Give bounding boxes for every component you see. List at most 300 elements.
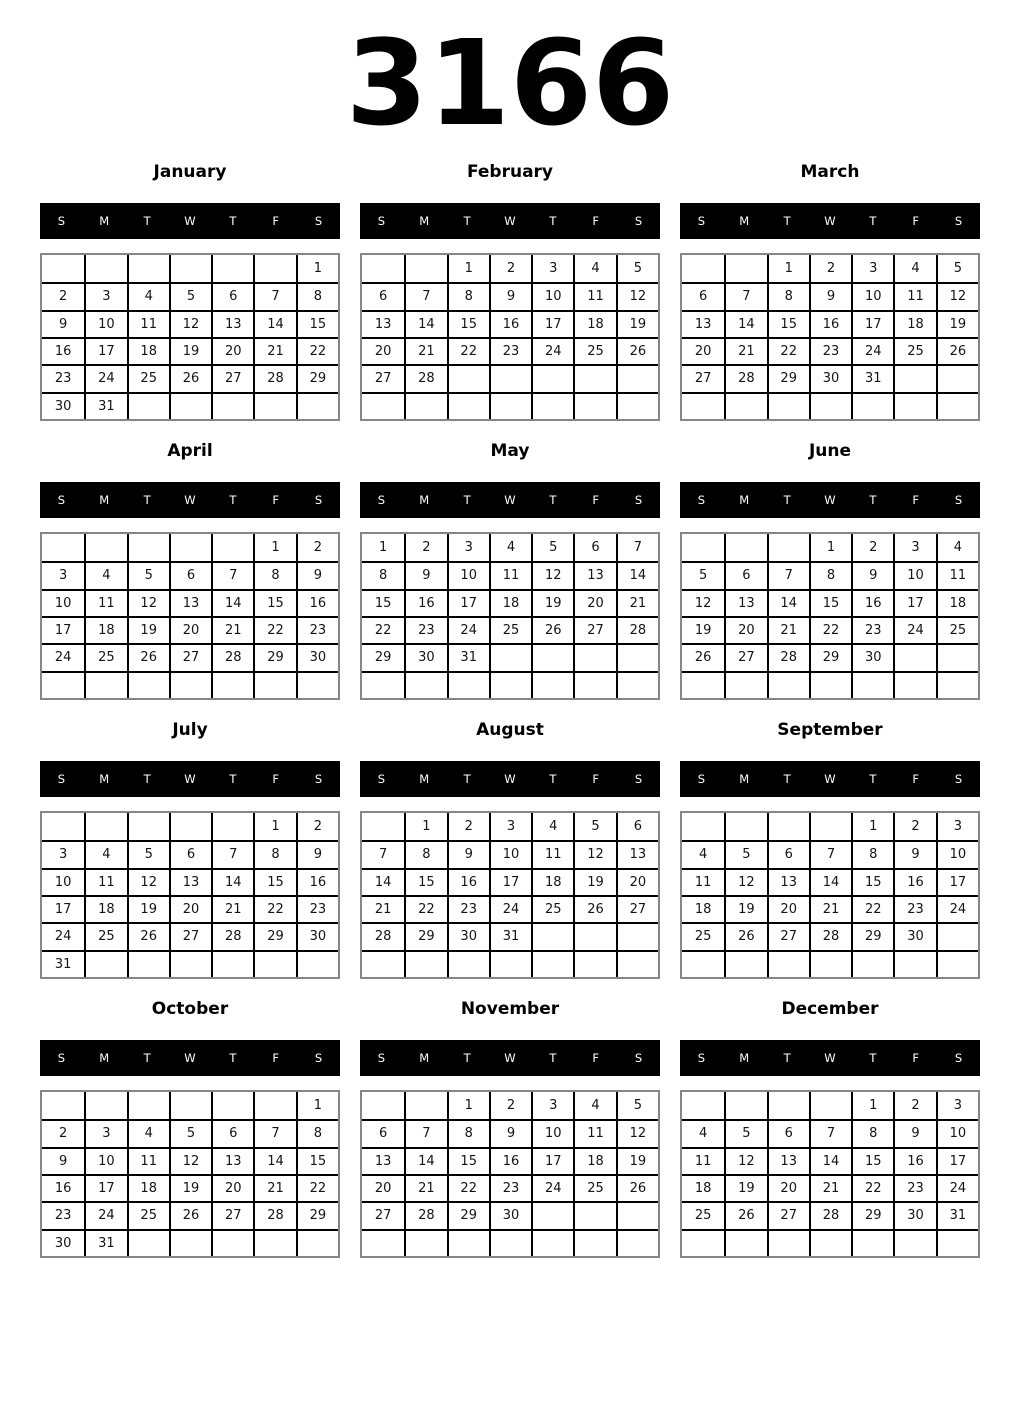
- day-cell: 16: [893, 1147, 935, 1174]
- empty-day-cell: [616, 364, 658, 391]
- day-cell: 14: [362, 868, 404, 895]
- empty-day-cell: [362, 1229, 404, 1256]
- month-title: June: [808, 440, 852, 461]
- day-cell: 5: [127, 561, 169, 588]
- day-cell: 5: [724, 840, 766, 867]
- day-cell: 27: [767, 922, 809, 949]
- weekday-label: W: [824, 214, 836, 228]
- day-cell: 1: [404, 813, 446, 840]
- day-cell: 26: [531, 616, 573, 643]
- day-cell: 4: [84, 561, 126, 588]
- empty-day-cell: [767, 813, 809, 840]
- day-cell: 12: [724, 1147, 766, 1174]
- empty-day-cell: [42, 1092, 84, 1119]
- day-cell: 12: [616, 282, 658, 309]
- weekday-label: M: [739, 492, 750, 507]
- day-cell: 3: [936, 813, 978, 840]
- empty-day-cell: [616, 643, 658, 670]
- day-cell: 24: [42, 643, 84, 670]
- day-cell: 9: [893, 840, 935, 867]
- day-cell: 26: [169, 1201, 211, 1228]
- day-cell: 24: [84, 1201, 126, 1228]
- weekday-label: M: [419, 492, 430, 507]
- empty-day-cell: [84, 255, 126, 282]
- month-title: September: [777, 719, 883, 740]
- empty-day-cell: [724, 1092, 766, 1119]
- weekday-label: S: [697, 492, 706, 507]
- day-cell: 21: [211, 895, 253, 922]
- day-cell: 21: [724, 337, 766, 364]
- weekday-label: F: [592, 771, 600, 786]
- empty-day-cell: [724, 255, 766, 282]
- day-cell: 16: [296, 868, 338, 895]
- weekday-label: T: [229, 492, 237, 507]
- day-cell: 27: [362, 364, 404, 391]
- day-cell: 9: [893, 1119, 935, 1146]
- day-cell: 18: [489, 589, 531, 616]
- day-cell: 11: [531, 840, 573, 867]
- day-cell: 20: [616, 868, 658, 895]
- day-cell: 20: [211, 1174, 253, 1201]
- day-cell: 27: [767, 1201, 809, 1228]
- weekday-label: M: [419, 771, 430, 786]
- empty-day-cell: [616, 1201, 658, 1228]
- day-cell: 17: [42, 616, 84, 643]
- empty-day-cell: [682, 1092, 724, 1119]
- empty-day-cell: [211, 813, 253, 840]
- day-cell: 7: [404, 282, 446, 309]
- day-cell: 22: [362, 616, 404, 643]
- day-cell: 23: [893, 1174, 935, 1201]
- empty-day-cell: [169, 1229, 211, 1256]
- day-cell: 4: [127, 1119, 169, 1146]
- weekday-header-bar: [680, 761, 980, 797]
- day-cell: 22: [253, 616, 295, 643]
- day-cell: 6: [211, 282, 253, 309]
- day-cell: 4: [489, 534, 531, 561]
- day-cell: 26: [127, 643, 169, 670]
- day-cell: 5: [127, 840, 169, 867]
- weekday-label: T: [143, 492, 151, 507]
- empty-day-cell: [253, 1092, 295, 1119]
- empty-day-cell: [211, 392, 253, 419]
- day-cell: 7: [253, 282, 295, 309]
- day-cell: 11: [84, 589, 126, 616]
- day-cell: 9: [489, 1119, 531, 1146]
- day-cell: 25: [893, 337, 935, 364]
- day-cell: 24: [531, 1174, 573, 1201]
- empty-day-cell: [531, 1229, 573, 1256]
- day-cell: 15: [296, 1147, 338, 1174]
- empty-day-cell: [84, 534, 126, 561]
- day-cell: 21: [253, 1174, 295, 1201]
- empty-day-cell: [724, 534, 766, 561]
- day-cell: 27: [724, 643, 766, 670]
- day-cell: 5: [936, 255, 978, 282]
- weekday-label: T: [229, 214, 237, 228]
- day-cell: 9: [42, 310, 84, 337]
- month-date-grid: [360, 811, 660, 979]
- day-cell: 22: [767, 337, 809, 364]
- day-cell: 16: [42, 337, 84, 364]
- day-cell: 18: [127, 1174, 169, 1201]
- weekday-label: M: [419, 214, 430, 228]
- day-cell: 12: [573, 840, 615, 867]
- day-cell: 29: [253, 643, 295, 670]
- day-cell: 23: [893, 895, 935, 922]
- day-cell: 19: [169, 1174, 211, 1201]
- day-cell: 4: [682, 840, 724, 867]
- day-cell: 25: [489, 616, 531, 643]
- empty-day-cell: [253, 950, 295, 977]
- day-cell: 11: [127, 1147, 169, 1174]
- weekday-label: F: [592, 214, 600, 228]
- day-cell: 9: [404, 561, 446, 588]
- day-cell: 12: [531, 561, 573, 588]
- empty-day-cell: [893, 1229, 935, 1256]
- day-cell: 3: [936, 1092, 978, 1119]
- month-block: [680, 998, 980, 1258]
- empty-day-cell: [169, 255, 211, 282]
- empty-day-cell: [724, 1229, 766, 1256]
- empty-day-cell: [573, 364, 615, 391]
- month-block: [360, 719, 660, 979]
- month-block: [40, 440, 340, 700]
- day-cell: 2: [296, 534, 338, 561]
- day-cell: 23: [489, 337, 531, 364]
- day-cell: 15: [253, 868, 295, 895]
- day-cell: 18: [682, 1174, 724, 1201]
- day-cell: 11: [682, 868, 724, 895]
- empty-day-cell: [127, 950, 169, 977]
- day-cell: 3: [893, 534, 935, 561]
- empty-day-cell: [362, 950, 404, 977]
- month-date-grid: [40, 811, 340, 979]
- day-cell: 17: [42, 895, 84, 922]
- day-cell: 1: [447, 255, 489, 282]
- day-cell: 7: [362, 840, 404, 867]
- day-cell: 25: [682, 922, 724, 949]
- month-title: October: [151, 998, 229, 1019]
- day-cell: 6: [362, 1119, 404, 1146]
- empty-day-cell: [531, 643, 573, 670]
- empty-day-cell: [489, 671, 531, 698]
- month-block: [360, 998, 660, 1258]
- day-cell: 1: [851, 813, 893, 840]
- day-cell: 12: [127, 589, 169, 616]
- weekday-label: S: [57, 1050, 66, 1065]
- empty-day-cell: [404, 392, 446, 419]
- day-cell: 2: [447, 813, 489, 840]
- empty-day-cell: [447, 364, 489, 391]
- day-cell: 24: [936, 895, 978, 922]
- weekday-label: T: [869, 1050, 877, 1065]
- empty-day-cell: [253, 671, 295, 698]
- empty-day-cell: [211, 1229, 253, 1256]
- day-cell: 14: [809, 868, 851, 895]
- empty-day-cell: [682, 392, 724, 419]
- day-cell: 2: [851, 534, 893, 561]
- day-cell: 10: [531, 1119, 573, 1146]
- day-cell: 6: [573, 534, 615, 561]
- empty-day-cell: [767, 671, 809, 698]
- weekday-label: W: [184, 492, 196, 507]
- weekday-label: T: [143, 214, 151, 228]
- day-cell: 9: [296, 840, 338, 867]
- day-cell: 14: [253, 1147, 295, 1174]
- weekday-label: W: [504, 492, 516, 507]
- day-cell: 2: [42, 1119, 84, 1146]
- day-cell: 17: [851, 310, 893, 337]
- empty-day-cell: [851, 950, 893, 977]
- day-cell: 22: [404, 895, 446, 922]
- day-cell: 4: [127, 282, 169, 309]
- empty-day-cell: [616, 392, 658, 419]
- empty-day-cell: [682, 534, 724, 561]
- day-cell: 6: [616, 813, 658, 840]
- empty-day-cell: [616, 1229, 658, 1256]
- month-date-grid: [40, 532, 340, 700]
- day-cell: 28: [767, 643, 809, 670]
- day-cell: 11: [573, 1119, 615, 1146]
- day-cell: 19: [682, 616, 724, 643]
- month-block: [360, 440, 660, 700]
- day-cell: 7: [809, 840, 851, 867]
- day-cell: 6: [682, 282, 724, 309]
- day-cell: 8: [253, 561, 295, 588]
- weekday-label: W: [184, 771, 196, 786]
- weekday-label: F: [592, 1050, 600, 1065]
- day-cell: 30: [404, 643, 446, 670]
- day-cell: 7: [253, 1119, 295, 1146]
- day-cell: 14: [809, 1147, 851, 1174]
- month-title: April: [167, 440, 213, 461]
- weekday-label: T: [549, 214, 557, 228]
- empty-day-cell: [531, 392, 573, 419]
- day-cell: 14: [253, 310, 295, 337]
- empty-day-cell: [127, 813, 169, 840]
- day-cell: 29: [809, 643, 851, 670]
- day-cell: 10: [489, 840, 531, 867]
- weekday-label: F: [272, 214, 280, 228]
- empty-day-cell: [809, 1092, 851, 1119]
- day-cell: 1: [253, 813, 295, 840]
- day-cell: 23: [42, 364, 84, 391]
- weekday-label: W: [824, 771, 836, 786]
- day-cell: 29: [253, 922, 295, 949]
- month-title: March: [800, 162, 860, 182]
- day-cell: 15: [851, 1147, 893, 1174]
- day-cell: 28: [211, 922, 253, 949]
- day-cell: 5: [682, 561, 724, 588]
- day-cell: 2: [296, 813, 338, 840]
- day-cell: 3: [42, 561, 84, 588]
- weekday-label: S: [314, 214, 323, 228]
- weekday-header-bar: [40, 1040, 340, 1076]
- day-cell: 19: [616, 1147, 658, 1174]
- day-cell: 27: [169, 643, 211, 670]
- day-cell: 8: [851, 1119, 893, 1146]
- empty-day-cell: [573, 1229, 615, 1256]
- day-cell: 21: [616, 589, 658, 616]
- empty-day-cell: [211, 255, 253, 282]
- day-cell: 11: [84, 868, 126, 895]
- day-cell: 15: [767, 310, 809, 337]
- weekday-label: S: [377, 771, 386, 786]
- empty-day-cell: [211, 671, 253, 698]
- empty-day-cell: [936, 1229, 978, 1256]
- empty-day-cell: [724, 392, 766, 419]
- day-cell: 25: [531, 895, 573, 922]
- day-cell: 30: [893, 922, 935, 949]
- empty-day-cell: [682, 950, 724, 977]
- day-cell: 12: [724, 868, 766, 895]
- day-cell: 14: [404, 1147, 446, 1174]
- empty-day-cell: [127, 534, 169, 561]
- empty-day-cell: [404, 950, 446, 977]
- weekday-label: M: [419, 1050, 430, 1065]
- weekday-label: F: [272, 492, 280, 507]
- empty-day-cell: [851, 392, 893, 419]
- month-date-grid: [680, 811, 980, 979]
- day-cell: 27: [169, 922, 211, 949]
- day-cell: 13: [169, 868, 211, 895]
- day-cell: 11: [936, 561, 978, 588]
- day-cell: 24: [893, 616, 935, 643]
- months-grid: [40, 161, 980, 1258]
- empty-day-cell: [682, 813, 724, 840]
- day-cell: 19: [127, 895, 169, 922]
- day-cell: 30: [851, 643, 893, 670]
- day-cell: 19: [531, 589, 573, 616]
- weekday-label: W: [824, 1050, 836, 1065]
- day-cell: 15: [362, 589, 404, 616]
- day-cell: 27: [682, 364, 724, 391]
- empty-day-cell: [893, 671, 935, 698]
- day-cell: 9: [851, 561, 893, 588]
- day-cell: 18: [127, 337, 169, 364]
- empty-day-cell: [489, 643, 531, 670]
- empty-day-cell: [724, 950, 766, 977]
- weekday-label: S: [57, 771, 66, 786]
- day-cell: 10: [936, 840, 978, 867]
- weekday-label: T: [549, 1050, 557, 1065]
- day-cell: 29: [447, 1201, 489, 1228]
- month-block: [680, 440, 980, 700]
- empty-day-cell: [169, 950, 211, 977]
- weekday-header-bar: [680, 1040, 980, 1076]
- month-block: [680, 719, 980, 979]
- day-cell: 21: [809, 1174, 851, 1201]
- weekday-header-bar: [360, 203, 660, 239]
- day-cell: 13: [767, 868, 809, 895]
- empty-day-cell: [404, 671, 446, 698]
- weekday-label: W: [824, 492, 836, 507]
- empty-day-cell: [296, 392, 338, 419]
- day-cell: 20: [573, 589, 615, 616]
- day-cell: 21: [362, 895, 404, 922]
- month-block: [40, 161, 340, 421]
- day-cell: 6: [362, 282, 404, 309]
- day-cell: 23: [851, 616, 893, 643]
- empty-day-cell: [211, 534, 253, 561]
- empty-day-cell: [616, 950, 658, 977]
- day-cell: 18: [84, 616, 126, 643]
- day-cell: 15: [253, 589, 295, 616]
- empty-day-cell: [447, 1229, 489, 1256]
- day-cell: 12: [936, 282, 978, 309]
- day-cell: 19: [724, 1174, 766, 1201]
- day-cell: 22: [296, 337, 338, 364]
- weekday-label: M: [739, 1050, 750, 1065]
- day-cell: 3: [84, 1119, 126, 1146]
- weekday-label: T: [869, 771, 877, 786]
- weekday-label: S: [314, 1050, 323, 1065]
- weekday-label: T: [869, 492, 877, 507]
- empty-day-cell: [127, 1229, 169, 1256]
- day-cell: 28: [253, 1201, 295, 1228]
- empty-day-cell: [573, 950, 615, 977]
- weekday-label: S: [954, 771, 963, 786]
- empty-day-cell: [362, 813, 404, 840]
- day-cell: 11: [573, 282, 615, 309]
- day-cell: 17: [531, 1147, 573, 1174]
- empty-day-cell: [84, 813, 126, 840]
- day-cell: 11: [682, 1147, 724, 1174]
- weekday-label: T: [143, 1050, 151, 1065]
- empty-day-cell: [296, 1229, 338, 1256]
- day-cell: 10: [84, 310, 126, 337]
- day-cell: 27: [362, 1201, 404, 1228]
- empty-day-cell: [42, 255, 84, 282]
- day-cell: 21: [404, 337, 446, 364]
- empty-day-cell: [127, 1092, 169, 1119]
- day-cell: 18: [573, 310, 615, 337]
- day-cell: 13: [616, 840, 658, 867]
- day-cell: 5: [573, 813, 615, 840]
- day-cell: 10: [42, 589, 84, 616]
- day-cell: 18: [682, 895, 724, 922]
- empty-day-cell: [169, 392, 211, 419]
- day-cell: 1: [253, 534, 295, 561]
- month-title: November: [460, 998, 560, 1019]
- day-cell: 10: [42, 868, 84, 895]
- day-cell: 25: [573, 1174, 615, 1201]
- day-cell: 9: [809, 282, 851, 309]
- empty-day-cell: [489, 364, 531, 391]
- day-cell: 7: [809, 1119, 851, 1146]
- day-cell: 4: [573, 1092, 615, 1119]
- day-cell: 23: [447, 895, 489, 922]
- day-cell: 1: [447, 1092, 489, 1119]
- empty-day-cell: [447, 392, 489, 419]
- weekday-label: W: [504, 1050, 516, 1065]
- day-cell: 8: [447, 282, 489, 309]
- weekday-label: S: [697, 1050, 706, 1065]
- day-cell: 20: [724, 616, 766, 643]
- empty-day-cell: [809, 671, 851, 698]
- month-title: July: [172, 719, 208, 740]
- day-cell: 3: [531, 1092, 573, 1119]
- day-cell: 8: [767, 282, 809, 309]
- day-cell: 9: [489, 282, 531, 309]
- weekday-label: T: [549, 492, 557, 507]
- weekday-label: S: [634, 214, 643, 228]
- day-cell: 21: [404, 1174, 446, 1201]
- day-cell: 11: [489, 561, 531, 588]
- day-cell: 17: [84, 337, 126, 364]
- day-cell: 24: [84, 364, 126, 391]
